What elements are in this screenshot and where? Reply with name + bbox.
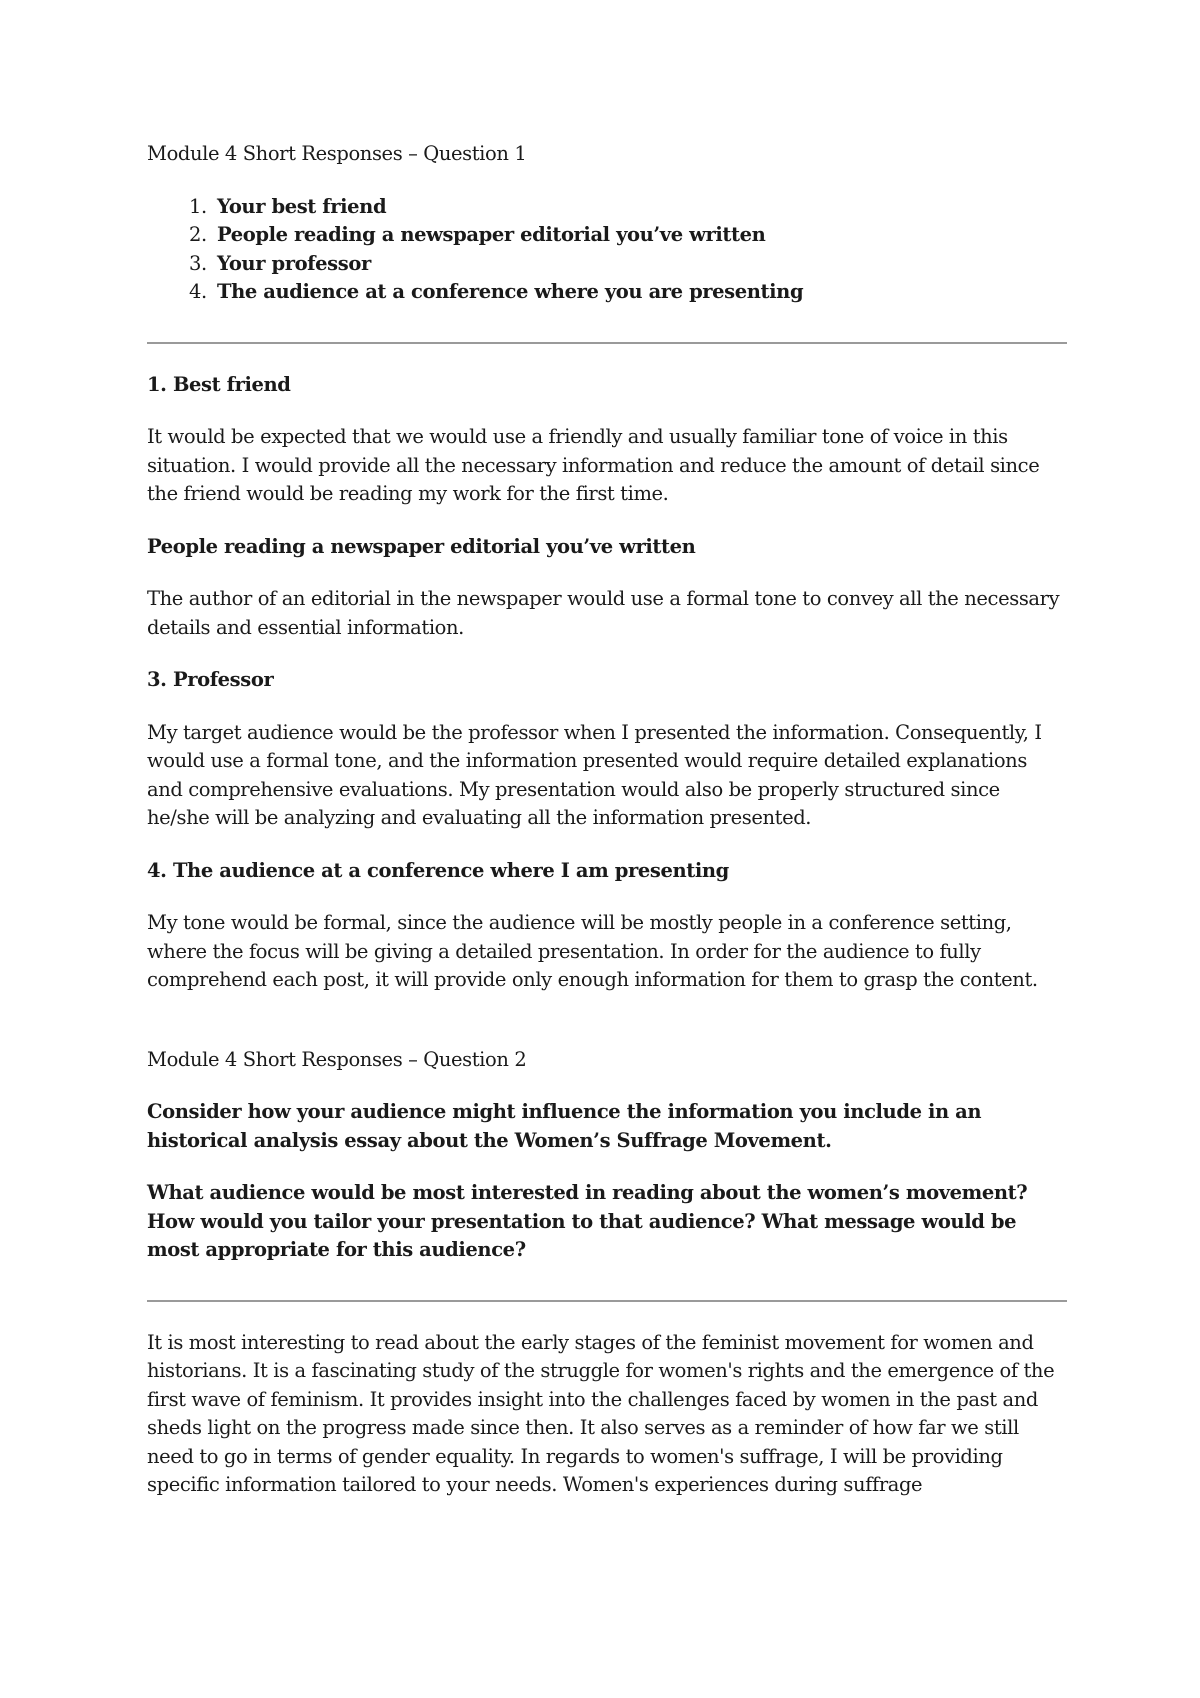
list-item: 2. People reading a newspaper editorial you’ve written (189, 223, 766, 246)
list-item: 1. Your best friend (189, 194, 387, 218)
answer-heading: 3. Professor (147, 668, 274, 691)
list-item: 4. The audience at a conference where you are presenting (189, 280, 804, 303)
question-2-prompt: What audience would be most interested in reading about the women’s movement? How would you tailor your presentation to that audience? What message would be most appropriate for this audience? (147, 1181, 1028, 1261)
audience-list (147, 193, 1067, 307)
document-page (147, 140, 1067, 1500)
question-2-title: Module 4 Short Responses – Question 2 (147, 1047, 527, 1071)
answer-heading: 4. The audience at a conference where I am presenting (147, 858, 729, 882)
divider (147, 342, 1067, 344)
answer-body: My tone would be formal, since the audience will be mostly people in a conference setting, where the focus will be giving a detailed presentation. In order for the audience to fully comprehend each post, it will provide only enough information for them to grasp the content. (147, 911, 1038, 991)
question-1-title: Module 4 Short Responses – Question 1 (147, 142, 527, 165)
answer-body: The author of an editorial in the newspaper would use a formal tone to convey all the necessary details and essential information. (147, 587, 1060, 639)
answer-body: It would be expected that we would use a friendly and usually familiar tone of voice in this situation. I would provide all the necessary information and reduce the amount of detail since the friend would be reading my work for the first time. (147, 425, 1040, 505)
list-item: 3. Your professor (189, 251, 371, 275)
divider (147, 1300, 1067, 1302)
question-2-answer: It is most interesting to read about the early stages of the feminist movement for women and historians. It is a fascinating study of the struggle for women's rights and the emergence of the first wave of feminism. It provides insight into the challenges faced by women in the past and sheds light on the progress made since then. It also serves as a reminder of how far we still need to go in terms of gender equality. In regards to women's suffrage, I will be providing specific information tailored to your needs. Women's experiences during suffrage (147, 1330, 1055, 1496)
question-2-prompt: Consider how your audience might influence the information you include in an historical analysis essay about the Women’s Suffrage Movement. (147, 1100, 982, 1152)
answer-heading: 1. Best friend (147, 372, 291, 396)
answer-heading: People reading a newspaper editorial you’ve written (147, 534, 696, 558)
answer-body: My target audience would be the professor when I presented the information. Consequently, I would use a formal tone, and the information presented would require detailed explanations and comprehensive evaluations. My presentation would also be properly structured since he/she will be analyzing and evaluating all the information presented. (147, 720, 1042, 829)
